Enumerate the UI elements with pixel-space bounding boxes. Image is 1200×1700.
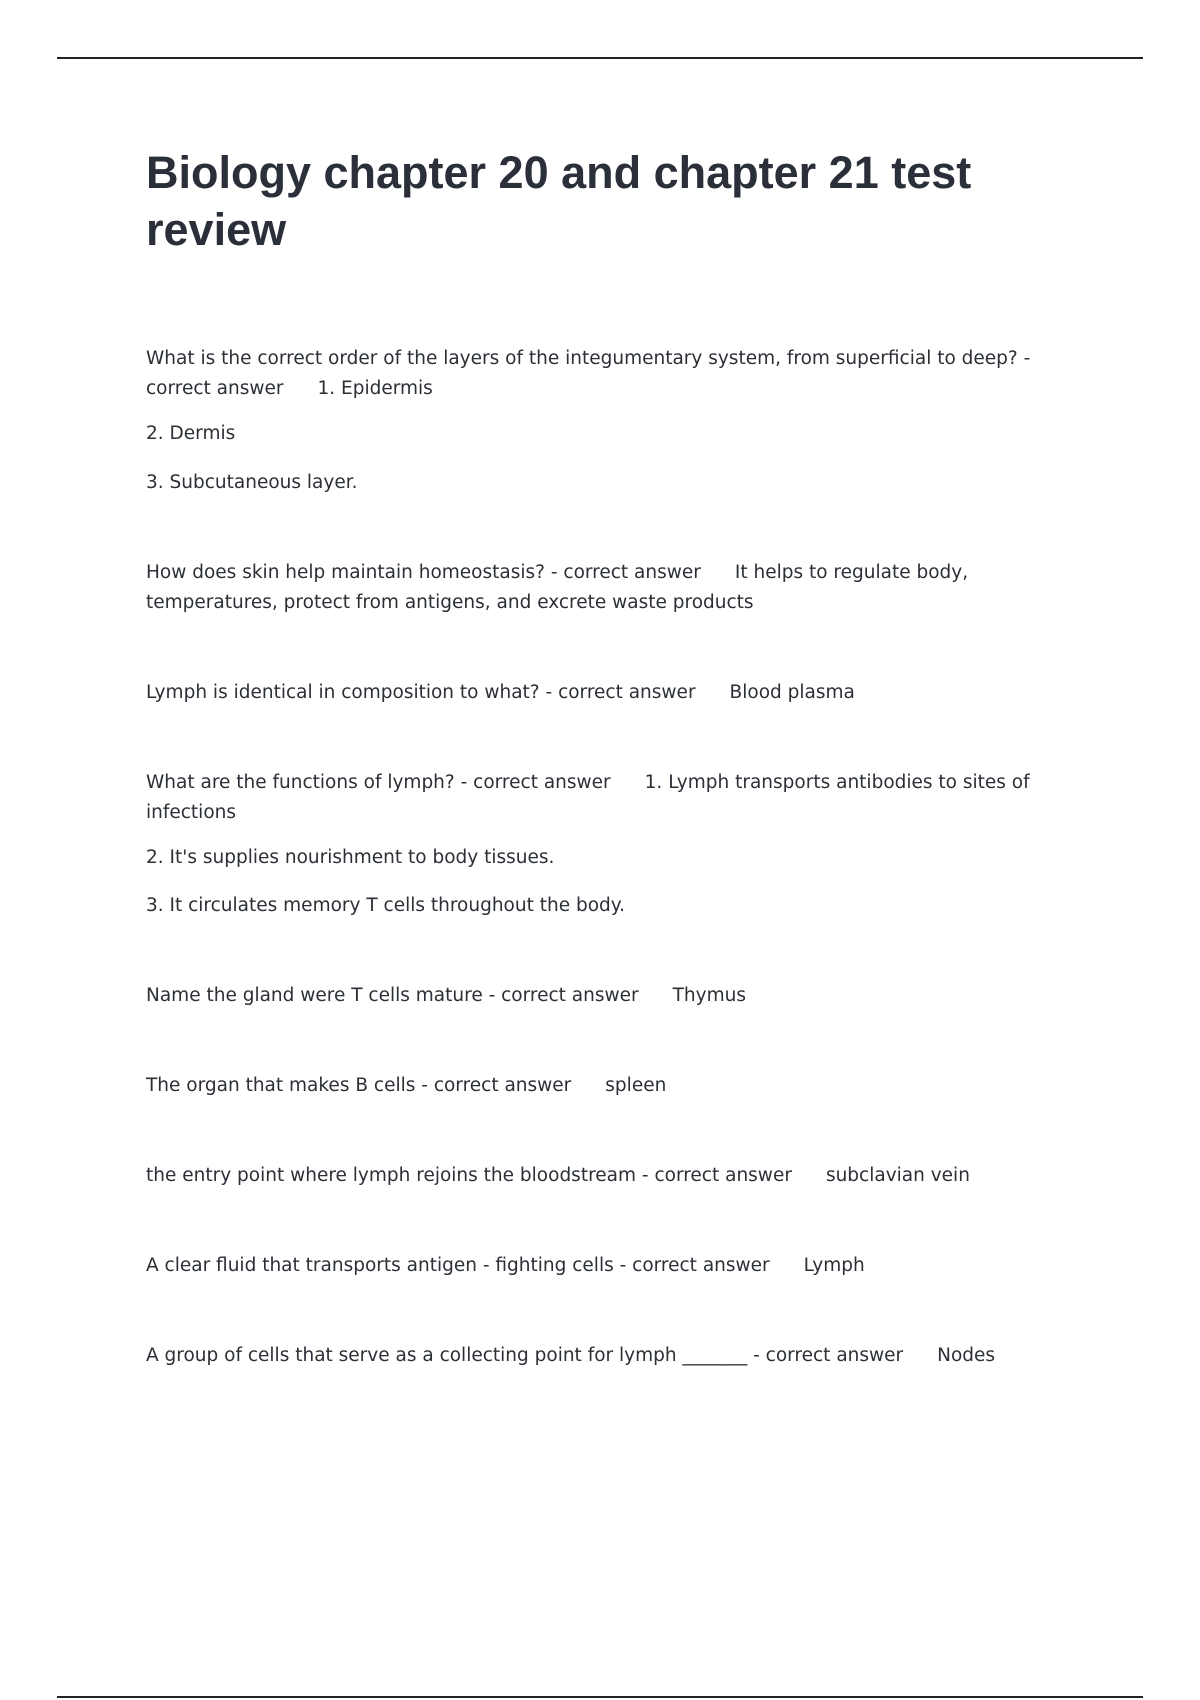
bottom-rule	[57, 1696, 1143, 1698]
answer-text: Blood plasma	[729, 681, 855, 703]
qa-line	[146, 1161, 1091, 1191]
qa-line	[146, 1071, 1091, 1101]
question-text: The organ that makes B cells - correct answer	[146, 1075, 572, 1096]
answer-continuation: 2. Dermis	[146, 423, 236, 444]
qa-item	[146, 344, 1091, 498]
qa-item	[146, 981, 1091, 1011]
qa-line	[146, 344, 1091, 404]
qa-item	[146, 1251, 1091, 1281]
page-title: Biology chapter 20 and chapter 21 test review	[146, 147, 972, 255]
qa-item	[146, 1341, 1091, 1371]
question-text: How does skin help maintain homeostasis? - correct answer	[146, 561, 701, 583]
question-text: Name the gland were T cells mature - correct answer	[146, 985, 639, 1006]
qa-item	[146, 558, 1091, 618]
qa-item	[146, 1161, 1091, 1191]
answer-text: Thymus	[672, 985, 746, 1006]
qa-line	[146, 678, 1091, 708]
answer-text: 1. Lymph transports antibodies to sites of infections	[146, 771, 1030, 823]
answer-text: spleen	[605, 1075, 667, 1096]
qa-item	[146, 678, 1091, 708]
answer-text: Lymph	[803, 1255, 865, 1276]
question-text: What are the functions of lymph? - correct answer	[146, 771, 611, 793]
answer-continuation: 2. It's supplies nourishment to body tissues.	[146, 846, 555, 868]
answer-text: It helps to regulate body, temperatures, protect from antigens, and excrete waste products	[146, 561, 969, 613]
question-text: the entry point where lymph rejoins the bloodstream - correct answer	[146, 1165, 792, 1186]
qa-line	[146, 558, 1091, 618]
question-text: A clear fluid that transports antigen - fighting cells - correct answer	[146, 1255, 770, 1276]
qa-item	[146, 1071, 1091, 1101]
answer-continuation: 3. Subcutaneous layer.	[146, 471, 358, 493]
answer-continuation: 3. It circulates memory T cells throughout the body.	[146, 895, 625, 916]
question-text: What is the correct order of the layers of the integumentary system, from superficial to deep? - correct answer	[146, 348, 1031, 399]
qa-line	[146, 768, 1091, 828]
answer-text: subclavian vein	[825, 1165, 970, 1186]
question-text: A group of cells that serve as a collecting point for lymph _______ - correct answer	[146, 1345, 904, 1366]
qa-item	[146, 768, 1091, 922]
top-rule	[57, 57, 1143, 59]
qa-list	[146, 344, 1091, 1431]
qa-line	[146, 1251, 1091, 1281]
question-text: Lymph is identical in composition to what? - correct answer	[146, 681, 696, 703]
answer-text: 1. Epidermis	[317, 378, 433, 399]
answer-text: Nodes	[937, 1345, 996, 1366]
qa-line	[146, 981, 1091, 1011]
qa-line	[146, 1341, 1091, 1371]
